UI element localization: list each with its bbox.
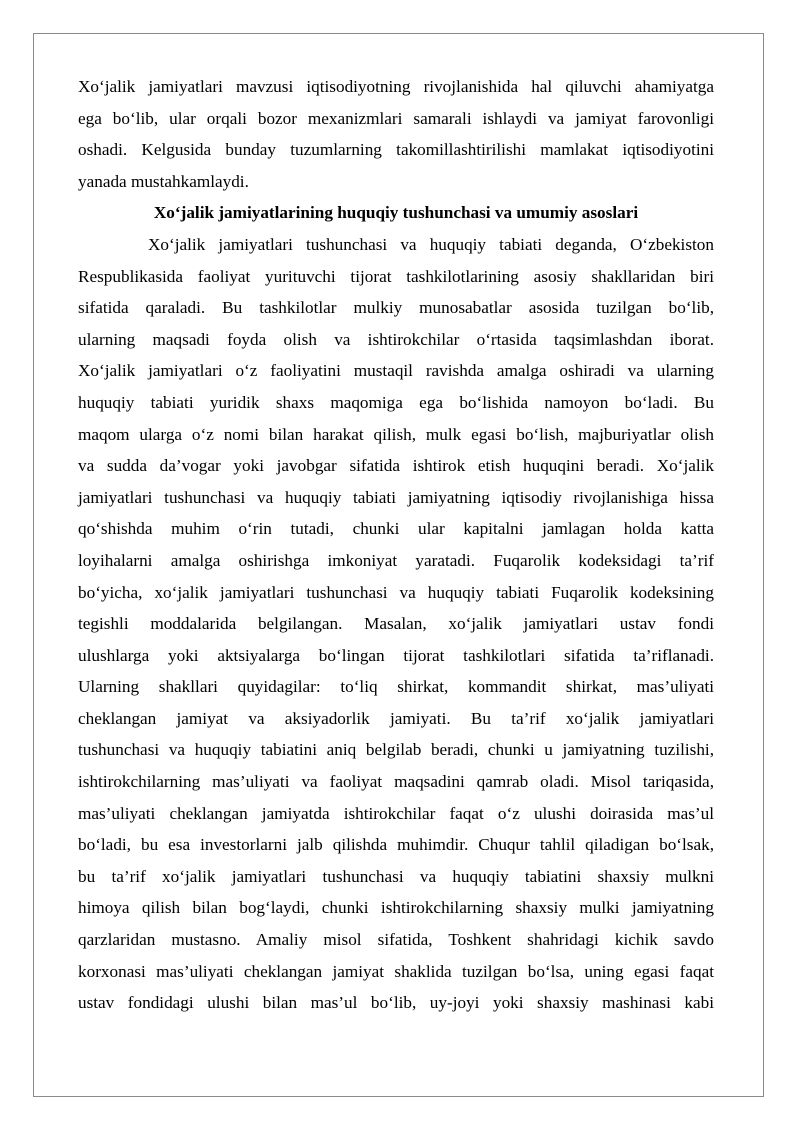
paragraph-line: Respublikasida faoliyat yurituvchi tijorat tashkilotlarining asosiy shakllaridan biri [78, 266, 714, 286]
paragraph-line: bo‘ladi, bu esa investorlarni jalb qilishda muhimdir. Chuqur tahlil qiladigan bo‘lsak, [78, 835, 714, 855]
paragraph-line: korxonasi mas’uliyati cheklangan jamiyat shaklida tuzilgan bo‘lsa, uning egasi faqat [78, 961, 714, 981]
paragraph-line: huquqiy tabiati yuridik shaxs maqomiga ega bo‘lishida namoyon bo‘ladi. Bu [78, 392, 714, 412]
paragraph-line: yanada mustahkamlaydi. [78, 171, 249, 191]
paragraph-line: ulushlarga yoki aktsiyalarga bo‘lingan tijorat tashkilotlari sifatida ta’riflanadi. [78, 645, 714, 665]
paragraph-line: va sudda da’vogar yoki javobgar sifatida ishtirok etish huquqini beradi. Xo‘jalik [78, 456, 714, 476]
paragraph-line: himoya qilish bilan bog‘laydi, chunki ishtirokchilarning shaxsiy mulki jamiyatning [78, 898, 714, 918]
paragraph-line: ustav fondidagi ulushi bilan mas’ul bo‘lib, uy-joyi yoki shaxsiy mashinasi kabi [78, 993, 714, 1013]
paragraph-line: bo‘yicha, xo‘jalik jamiyatlari tushunchasi va huquqiy tabiati Fuqarolik kodeksining [78, 582, 714, 602]
paragraph-line: jamiyatlari tushunchasi va huquqiy tabiati jamiyatning iqtisodiy rivojlanishiga hissa [78, 487, 714, 507]
paragraph-line: Xo‘jalik jamiyatlari mavzusi iqtisodiyotning rivojlanishida hal qiluvchi ahamiyatga [78, 77, 714, 96]
paragraph-line: qo‘shishda muhim o‘rin tutadi, chunki ular kapitalni jamlagan holda katta [78, 519, 714, 539]
paragraph-line: cheklangan jamiyat va aksiyadorlik jamiyati. Bu ta’rif xo‘jalik jamiyatlari [78, 708, 714, 728]
document-body [78, 71, 714, 1019]
main-paragraph [78, 229, 714, 1019]
paragraph-line: ishtirokchilarning mas’uliyati va faoliyat maqsadini qamrab oladi. Misol tariqasida, [78, 772, 714, 792]
paragraph-line: tushunchasi va huquqiy tabiatini aniq belgilab beradi, chunki u jamiyatning tuzilishi, [78, 740, 714, 760]
paragraph-line: loyihalarni amalga oshirishga imkoniyat yaratadi. Fuqarolik kodeksidagi ta’rif [78, 550, 714, 570]
paragraph-line: Xo‘jalik jamiyatlari tushunchasi va huquqiy tabiati deganda, O‘zbekiston [148, 234, 714, 254]
paragraph-line: sifatida qaraladi. Bu tashkilotlar mulkiy munosabatlar asosida tuzilgan bo‘lib, [78, 298, 714, 318]
paragraph-line: qarzlaridan mustasno. Amaliy misol sifatida, Toshkent shahridagi kichik savdo [78, 930, 714, 950]
section-heading: Xo‘jalik jamiyatlarining huquqiy tushunchasi va umumiy asoslari [153, 203, 639, 223]
paragraph-line: Ularning shakllari quyidagilar: to‘liq shirkat, kommandit shirkat, mas’uliyati [78, 677, 714, 697]
paragraph-line: mas’uliyati cheklangan jamiyatda ishtirokchilar faqat o‘z ulushi doirasida mas’ul [78, 803, 714, 823]
paragraph-line: bu ta’rif xo‘jalik jamiyatlari tushunchasi va huquqiy tabiatini shaxsiy mulkni [78, 866, 714, 886]
paragraph-line: Xo‘jalik jamiyatlari o‘z faoliyatini mustaqil ravishda amalga oshiradi va ularning [78, 361, 714, 381]
paragraph-line: ega bo‘lib, ular orqali bozor mexanizmlari samarali ishlaydi va jamiyat farovonligi [78, 108, 714, 128]
paragraph-line: maqom ularga o‘z nomi bilan harakat qilish, mulk egasi bo‘lish, majburiyatlar olish [78, 424, 714, 444]
paragraph-line: tegishli moddalarida belgilangan. Masalan, xo‘jalik jamiyatlari ustav fondi [78, 614, 714, 634]
paragraph-line: oshadi. Kelgusida bunday tuzumlarning takomillashtirilishi mamlakat iqtisodiyotini [78, 140, 714, 160]
intro-paragraph [78, 71, 714, 197]
paragraph-line: ularning maqsadi foyda olish va ishtirokchilar o‘rtasida taqsimlashdan iborat. [78, 329, 714, 349]
